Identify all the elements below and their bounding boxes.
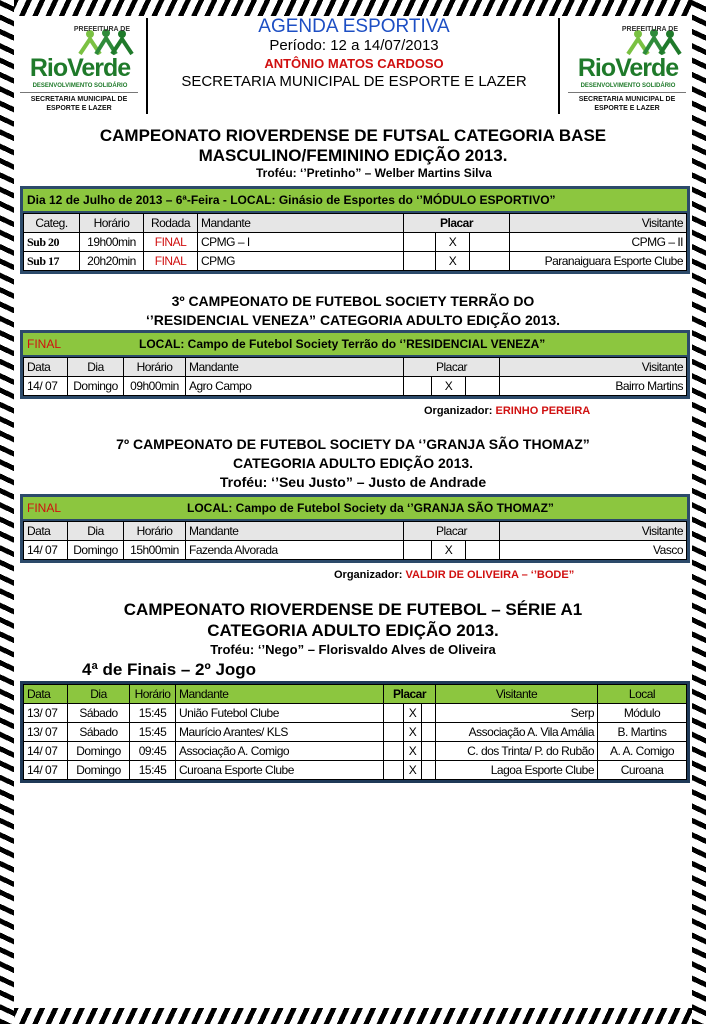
section1-table (20, 186, 690, 274)
cell (422, 723, 436, 742)
cell: X (404, 704, 422, 723)
cell: CPMG – II (510, 233, 687, 252)
cell (470, 233, 510, 252)
final-label: FINAL (27, 501, 62, 515)
cell: Bairro Martins (500, 377, 687, 396)
decorative-border-right (692, 0, 706, 1024)
cell: 14/ 07 (24, 541, 68, 560)
cell: Módulo (598, 704, 687, 723)
cell: Domingo (68, 541, 124, 560)
secretary-name: ANTÔNIO MATOS CARDOSO (264, 56, 444, 71)
logo-brand: RioVerde (29, 54, 131, 82)
section2-table (20, 330, 690, 399)
cell: Domingo (68, 761, 130, 780)
cell: 14/ 07 (24, 742, 68, 761)
agenda-title: AGENDA ESPORTIVA (258, 16, 450, 37)
table-row (24, 541, 687, 560)
logo-tagline: DESENVOLVIMENTO SOLIDÁRIO (32, 83, 128, 89)
cell: Curoana (598, 761, 687, 780)
logo-tagline: DESENVOLVIMENTO SOLIDÁRIO (580, 83, 676, 89)
section2-title-1: 3º CAMPEONATO DE FUTEBOL SOCIETY TERRÃO DO (171, 293, 535, 309)
section3-title-2: CATEGORIA ADULTO EDIÇÃO 2013. (232, 455, 474, 471)
col-header: Dia (68, 358, 124, 377)
col-header: Placar (404, 522, 500, 541)
col-header: Dia (68, 522, 124, 541)
col-header: Categ. (24, 214, 80, 233)
cell: 09:45 (130, 742, 176, 761)
section2-header (23, 333, 687, 357)
col-header: Horário (124, 522, 186, 541)
cell (404, 252, 436, 271)
local-label: LOCAL: Campo de Futebol Society Terrão do ‘’RESIDENCIAL VENEZA” (139, 337, 546, 351)
cell: 13/ 07 (24, 723, 68, 742)
table-row (24, 742, 687, 761)
col-header: Visitante (500, 522, 687, 541)
table-row (24, 377, 687, 396)
cell: X (404, 723, 422, 742)
rioverde-logo-left (16, 24, 144, 114)
col-header: Placar (404, 358, 500, 377)
cell (384, 761, 404, 780)
cell: X (404, 761, 422, 780)
secretaria-title: SECRETARIA MUNICIPAL DE ESPORTE E LAZER (181, 73, 527, 90)
cell (466, 541, 500, 560)
cell: Associação A. Comigo (176, 742, 384, 761)
logo-prefeitura: PREFEITURA DE (73, 26, 130, 33)
cell: Associação A. Vila Amália (436, 723, 598, 742)
document-header (14, 14, 692, 114)
cell: CPMG – I (198, 233, 404, 252)
col-header: Horário (80, 214, 144, 233)
cell: Sub 20 (24, 233, 80, 252)
col-header: Data (24, 522, 68, 541)
cell: CPMG (198, 252, 404, 271)
section3-table (20, 494, 690, 563)
section1-day-header: Dia 12 de Julho de 2013 – 6ª-Feira - LOCAL: Ginásio de Esportes do ‘’MÓDULO ESPORTIVO” (23, 189, 687, 213)
table-header-row (24, 522, 687, 541)
section1-title-1: CAMPEONATO RIOVERDENSE DE FUTSAL CATEGORIA BASE (99, 126, 607, 145)
cell: Lagoa Esporte Clube (436, 761, 598, 780)
section1-title-2: MASCULINO/FEMININO EDIÇÃO 2013. (198, 146, 508, 165)
cell: União Futebol Clube (176, 704, 384, 723)
section3-title-1: 7º CAMPEONATO DE FUTEBOL SOCIETY DA ‘’GRANJA SÃO THOMAZ” (116, 436, 590, 452)
cell: 09h00min (124, 377, 186, 396)
cell: B. Martins (598, 723, 687, 742)
col-header: Visitante (510, 214, 687, 233)
cell: Domingo (68, 742, 130, 761)
organizer-name: VALDIR DE OLIVEIRA – ‘’BODE” (405, 569, 575, 581)
organizer-label: Organizador: (424, 405, 493, 417)
section4-phase: 4ª de Finais – 2º Jogo (82, 660, 257, 679)
col-header: Data (24, 685, 68, 704)
cell (384, 723, 404, 742)
table-row (24, 723, 687, 742)
header-divider (146, 18, 148, 114)
cell: Agro Campo (186, 377, 404, 396)
cell: Serp (436, 704, 598, 723)
organizer-name: ERINHO PEREIRA (495, 405, 591, 417)
cell: 20h20min (80, 252, 144, 271)
cell: 15:45 (130, 761, 176, 780)
cell (384, 742, 404, 761)
table-row (24, 252, 687, 271)
table-row (24, 761, 687, 780)
col-header: Visitante (500, 358, 687, 377)
col-header: Mandante (186, 522, 404, 541)
decorative-border-bottom (0, 1008, 706, 1024)
cell (470, 252, 510, 271)
cell: Curoana Esporte Clube (176, 761, 384, 780)
cell: FINAL (144, 252, 198, 271)
header-center (152, 14, 556, 90)
cell (384, 704, 404, 723)
table-row (24, 233, 687, 252)
col-header: Rodada (144, 214, 198, 233)
cell: Sábado (68, 704, 130, 723)
period: Período: 12 a 14/07/2013 (269, 37, 439, 54)
col-header: Mandante (198, 214, 404, 233)
section2-organizer (424, 405, 590, 417)
cell: 15:45 (130, 723, 176, 742)
cell (422, 742, 436, 761)
col-header: Horário (124, 358, 186, 377)
col-header: Horário (130, 685, 176, 704)
cell: 15:45 (130, 704, 176, 723)
final-label: FINAL (27, 337, 62, 351)
cell: X (436, 252, 470, 271)
cell: Sub 17 (24, 252, 80, 271)
section4-trophy: Troféu: ‘’Nego” – Florisvaldo Alves de Oliveira (210, 642, 496, 657)
logo-brand: RioVerde (577, 54, 679, 82)
cell: A. A. Comigo (598, 742, 687, 761)
section1-trophy: Troféu: ‘’Pretinho” – Welber Martins Silva (256, 166, 492, 180)
cell: Vasco (500, 541, 687, 560)
section3-organizer (334, 569, 574, 581)
col-header: Local (598, 685, 687, 704)
cell: 14/ 07 (24, 761, 68, 780)
section3-header (23, 497, 687, 521)
cell: X (436, 233, 470, 252)
table-header-row (24, 358, 687, 377)
rioverde-logo-right (564, 24, 692, 114)
col-header: Dia (68, 685, 130, 704)
cell: Domingo (68, 377, 124, 396)
table-row (24, 704, 687, 723)
cell: FINAL (144, 233, 198, 252)
cell (466, 377, 500, 396)
decorative-border-left (0, 0, 14, 1024)
cell (422, 761, 436, 780)
cell (422, 704, 436, 723)
col-header: Mandante (186, 358, 404, 377)
col-header: Mandante (176, 685, 384, 704)
section4-table (20, 681, 690, 783)
local-label: LOCAL: Campo de Futebol Society da ‘’GRANJA SÃO THOMAZ” (187, 501, 554, 515)
cell: X (432, 377, 466, 396)
section3-trophy: Troféu: ‘’Seu Justo” – Justo de Andrade (219, 474, 487, 490)
cell: 13/ 07 (24, 704, 68, 723)
col-header: Placar (404, 214, 510, 233)
cell: Paranaiguara Esporte Clube (510, 252, 687, 271)
cell (404, 233, 436, 252)
section4-title-2: CATEGORIA ADULTO EDIÇÃO 2013. (207, 621, 499, 640)
section2-title-2: ‘’RESIDENCIAL VENEZA” CATEGORIA ADULTO EDIÇÃO 2013. (145, 312, 561, 328)
logo-secretaria: SECRETARIA MUNICIPAL DE ESPORTE E LAZER (568, 92, 686, 113)
cell: C. dos Trinta/ P. do Rubão (436, 742, 598, 761)
cell: Fazenda Alvorada (186, 541, 404, 560)
col-header: Visitante (436, 685, 598, 704)
cell (404, 377, 432, 396)
table-header-row (24, 214, 687, 233)
cell (404, 541, 432, 560)
table-header-row (24, 685, 687, 704)
cell: 14/ 07 (24, 377, 68, 396)
logo-prefeitura: PREFEITURA DE (621, 26, 678, 33)
logo-secretaria: SECRETARIA MUNICIPAL DE ESPORTE E LAZER (20, 92, 138, 113)
cell: X (432, 541, 466, 560)
cell: Maurício Arantes/ KLS (176, 723, 384, 742)
col-header: Placar (384, 685, 436, 704)
header-divider (558, 18, 560, 114)
section4-title-1: CAMPEONATO RIOVERDENSE DE FUTEBOL – SÉRIE A1 (123, 600, 583, 619)
organizer-label: Organizador: (334, 569, 403, 581)
cell: 15h00min (124, 541, 186, 560)
cell: 19h00min (80, 233, 144, 252)
cell: X (404, 742, 422, 761)
cell: Sábado (68, 723, 130, 742)
col-header: Data (24, 358, 68, 377)
